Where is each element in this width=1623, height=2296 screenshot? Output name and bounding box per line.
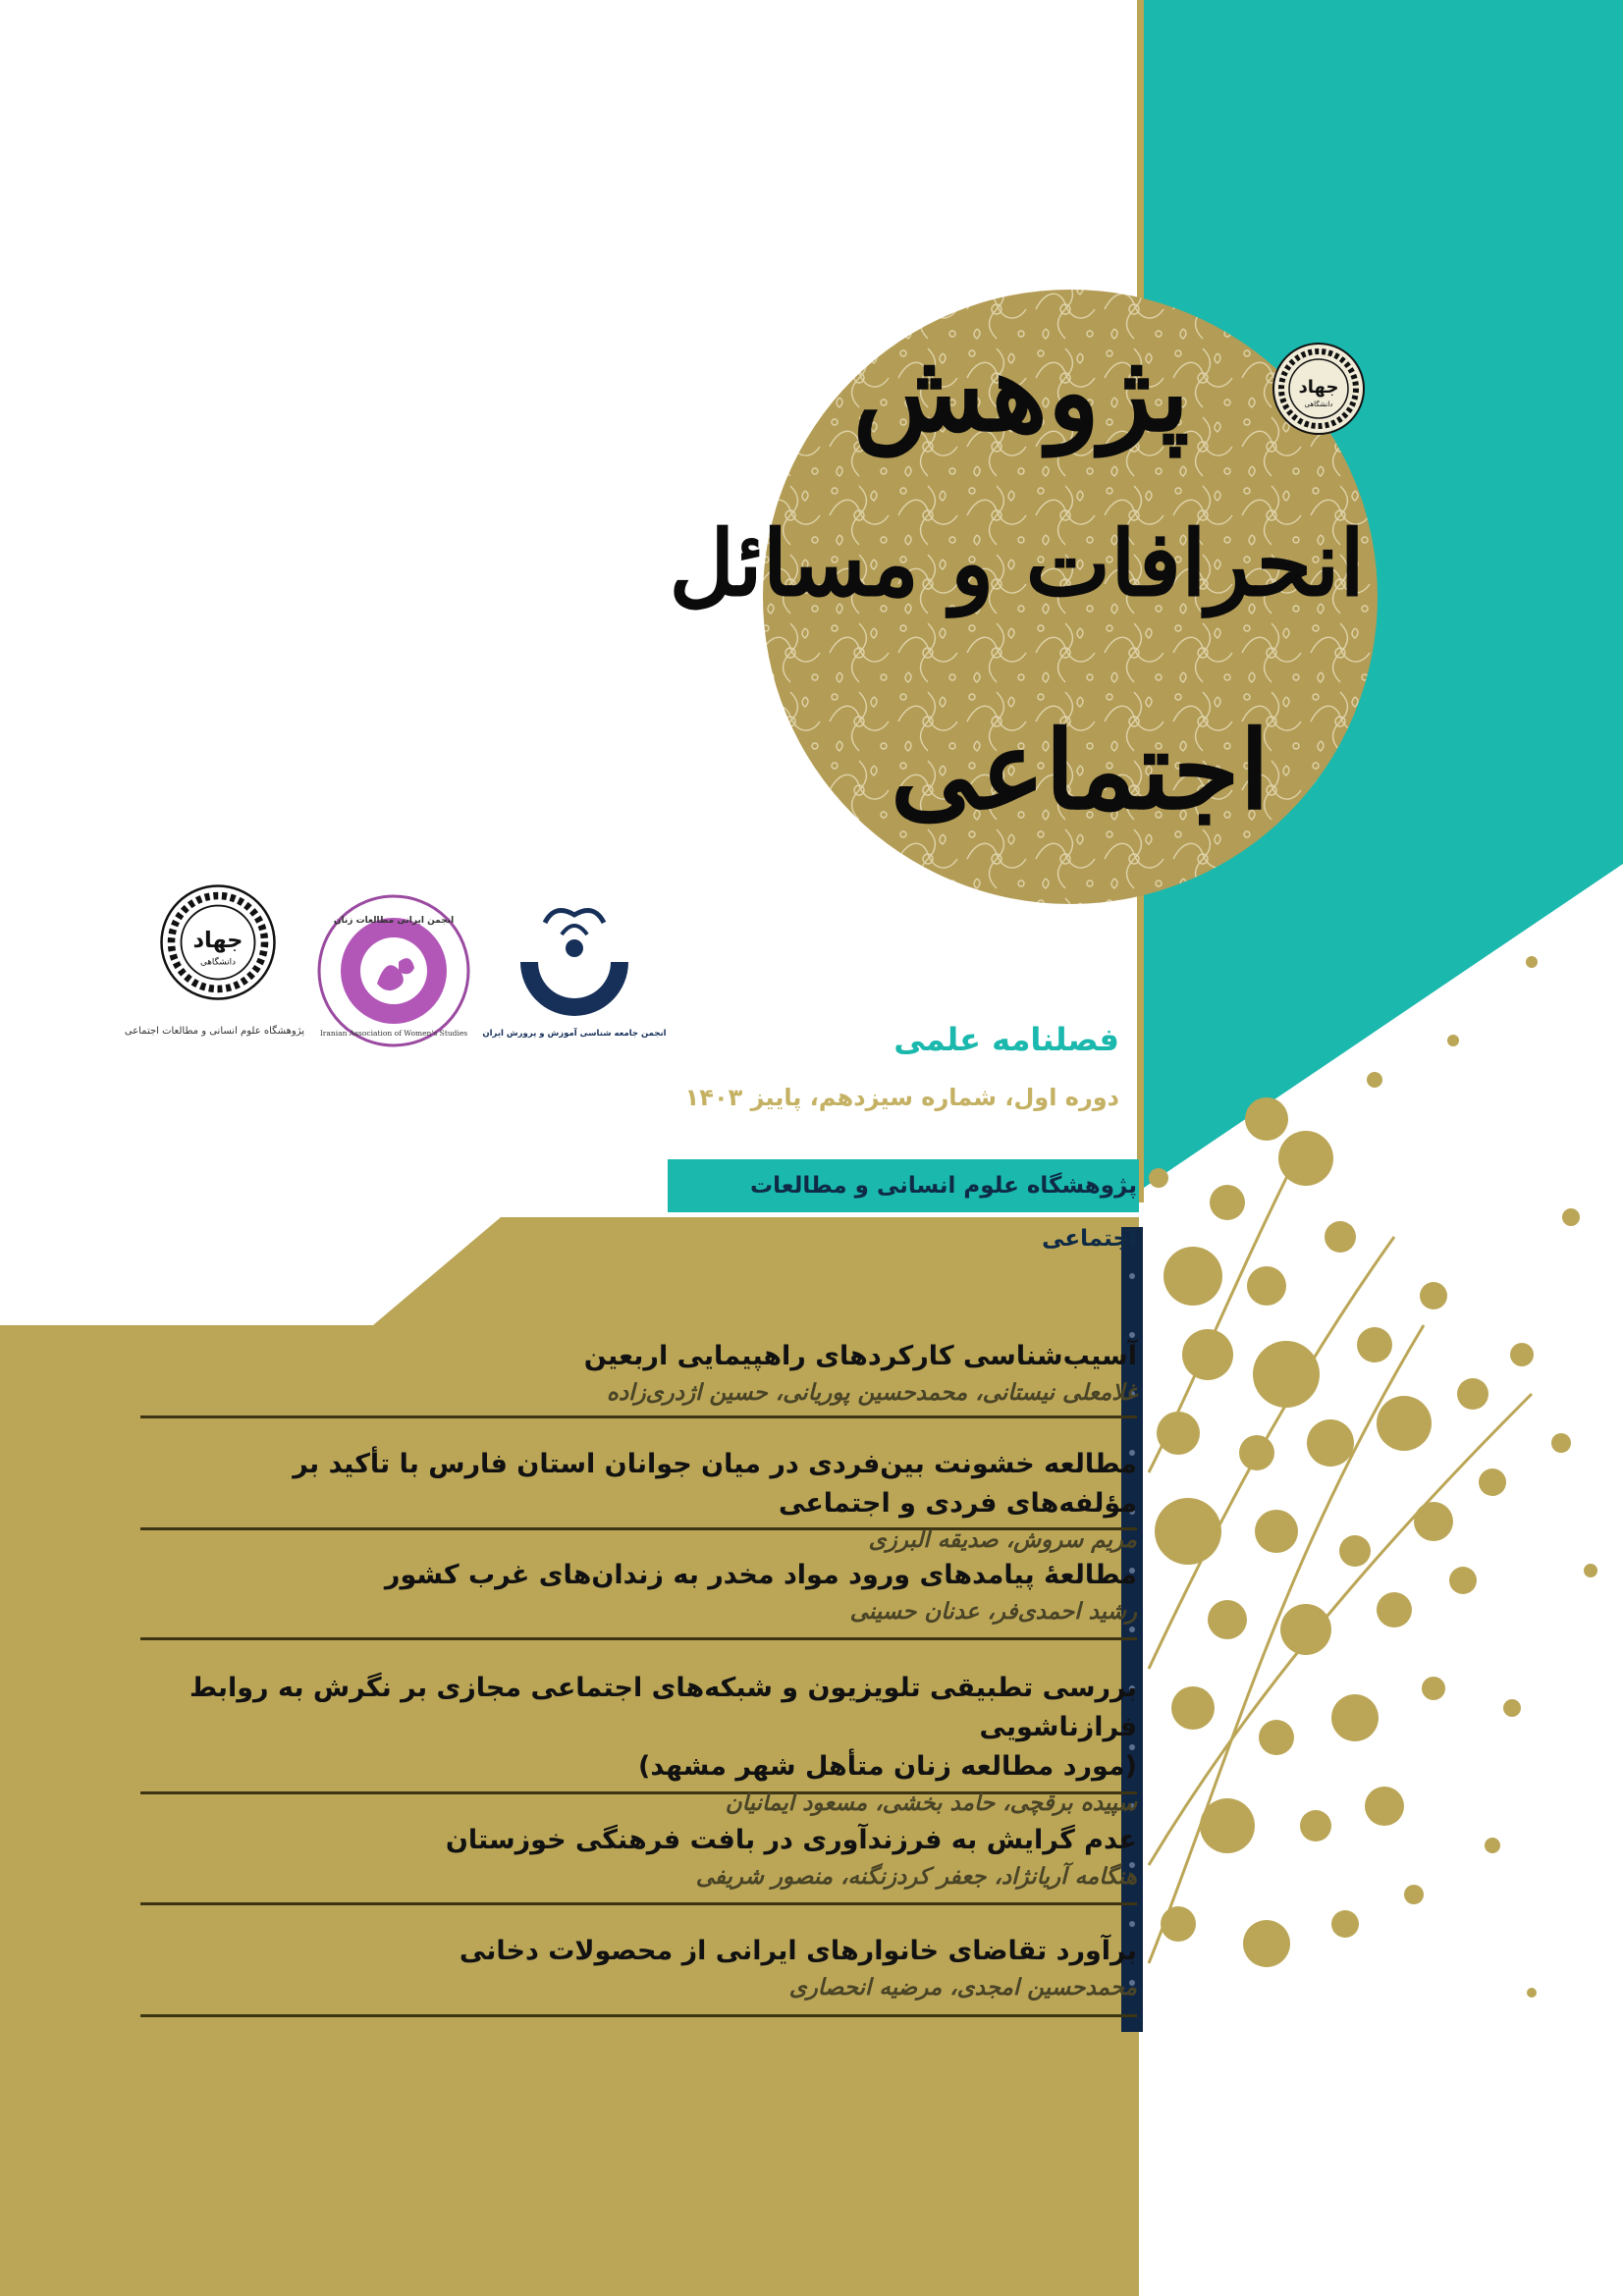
cover-title-line2: انحرافات و مسائل xyxy=(669,510,1365,616)
issue-info: دوره اول، شماره سیزدهم، پاییز ۱۴۰۳ xyxy=(684,1084,1119,1111)
article-divider xyxy=(140,1637,1137,1640)
article-title: آسیب‌شناسی کارکردهای راهپیمایی اربعین xyxy=(583,1341,1137,1371)
article-item xyxy=(155,1445,1137,1557)
figure-book-icon xyxy=(482,893,667,1041)
article-divider xyxy=(140,2014,1137,2017)
article-authors: رشید احمدی‌فر، عدنان حسینی xyxy=(849,1599,1137,1625)
article-title: برآورد تقاضای خانوارهای ایرانی از محصولات دخانی xyxy=(459,1936,1137,1966)
article-title: عدم گرایش به فرزندآوری در بافت فرهنگی خوزستان xyxy=(445,1825,1137,1855)
women-studies-logo xyxy=(316,893,471,1048)
seal-icon xyxy=(159,883,277,1001)
cover-title-line1: پژوهش xyxy=(852,329,1190,455)
article-item xyxy=(155,1932,1137,2004)
article-authors: مریم سروش، صدیقه البرزی xyxy=(868,1527,1137,1553)
journal-type: فصلنامه علمی xyxy=(893,1021,1119,1058)
sociology-assoc-logo xyxy=(482,893,667,1041)
women-circle-icon xyxy=(316,893,471,1048)
article-divider xyxy=(140,1902,1137,1905)
sociology-assoc-name: انجمن جامعه شناسی آموزش و پرورش ایران xyxy=(482,1029,667,1039)
jahad-logo-title: جهاد xyxy=(192,928,243,953)
publisher-name: پژوهشگاه علوم انسانی و مطالعات اجتماعی xyxy=(750,1173,1137,1252)
article-item xyxy=(155,1556,1137,1629)
article-title-continued: (مورد مطالعه زنان متأهل شهر مشهد) xyxy=(638,1751,1137,1782)
article-item xyxy=(155,1821,1137,1894)
seal-title: جهاد xyxy=(1298,377,1339,398)
article-title: مطالعه خشونت بین‌فردی در میان جوانان استان فارس با تأکید بر مؤلفه‌های فردی و اجتماعی xyxy=(293,1449,1137,1519)
article-authors: محمدحسین امجدی، مرضیه انحصاری xyxy=(788,1975,1137,2001)
article-title: مطالعهٔ پیامدهای ورود مواد مخدر به زندان‌های غرب کشور xyxy=(384,1560,1137,1590)
article-divider xyxy=(140,1415,1137,1418)
jahad-logo-caption: پژوهشگاه علوم انسانی و مطالعات اجتماعی xyxy=(124,1026,304,1037)
women-assoc-en: Iranian Association of Women's Studies xyxy=(319,1029,468,1038)
jahad-logo-subtitle: دانشگاهی xyxy=(200,957,236,968)
seal-icon xyxy=(1271,342,1366,436)
article-item xyxy=(155,1337,1137,1410)
article-title: بررسی تطبیقی تلویزیون و شبکه‌های اجتماعی مجازی بر نگرش به روابط فرازناشویی xyxy=(189,1673,1137,1742)
article-authors: هنگامه آریانژاد، جعفر کردزنگنه، منصور شریفی xyxy=(695,1864,1137,1890)
seal-subtitle: دانشگاهی xyxy=(1304,400,1333,408)
jahad-logo xyxy=(159,883,277,1001)
article-item xyxy=(155,1669,1137,1820)
women-assoc-fa: انجمن ایرانی مطالعات زنان xyxy=(333,916,455,926)
article-authors: غلامعلی نیستانی، محمدحسین پوریانی، حسین اژدری‌زاده xyxy=(606,1380,1137,1406)
cover-title-line3: اجتماعی xyxy=(890,707,1271,833)
jahad-seal-top xyxy=(1271,342,1366,436)
article-authors: سپیده برقچی، حامد بخشی، مسعود ایمانیان xyxy=(725,1790,1137,1816)
